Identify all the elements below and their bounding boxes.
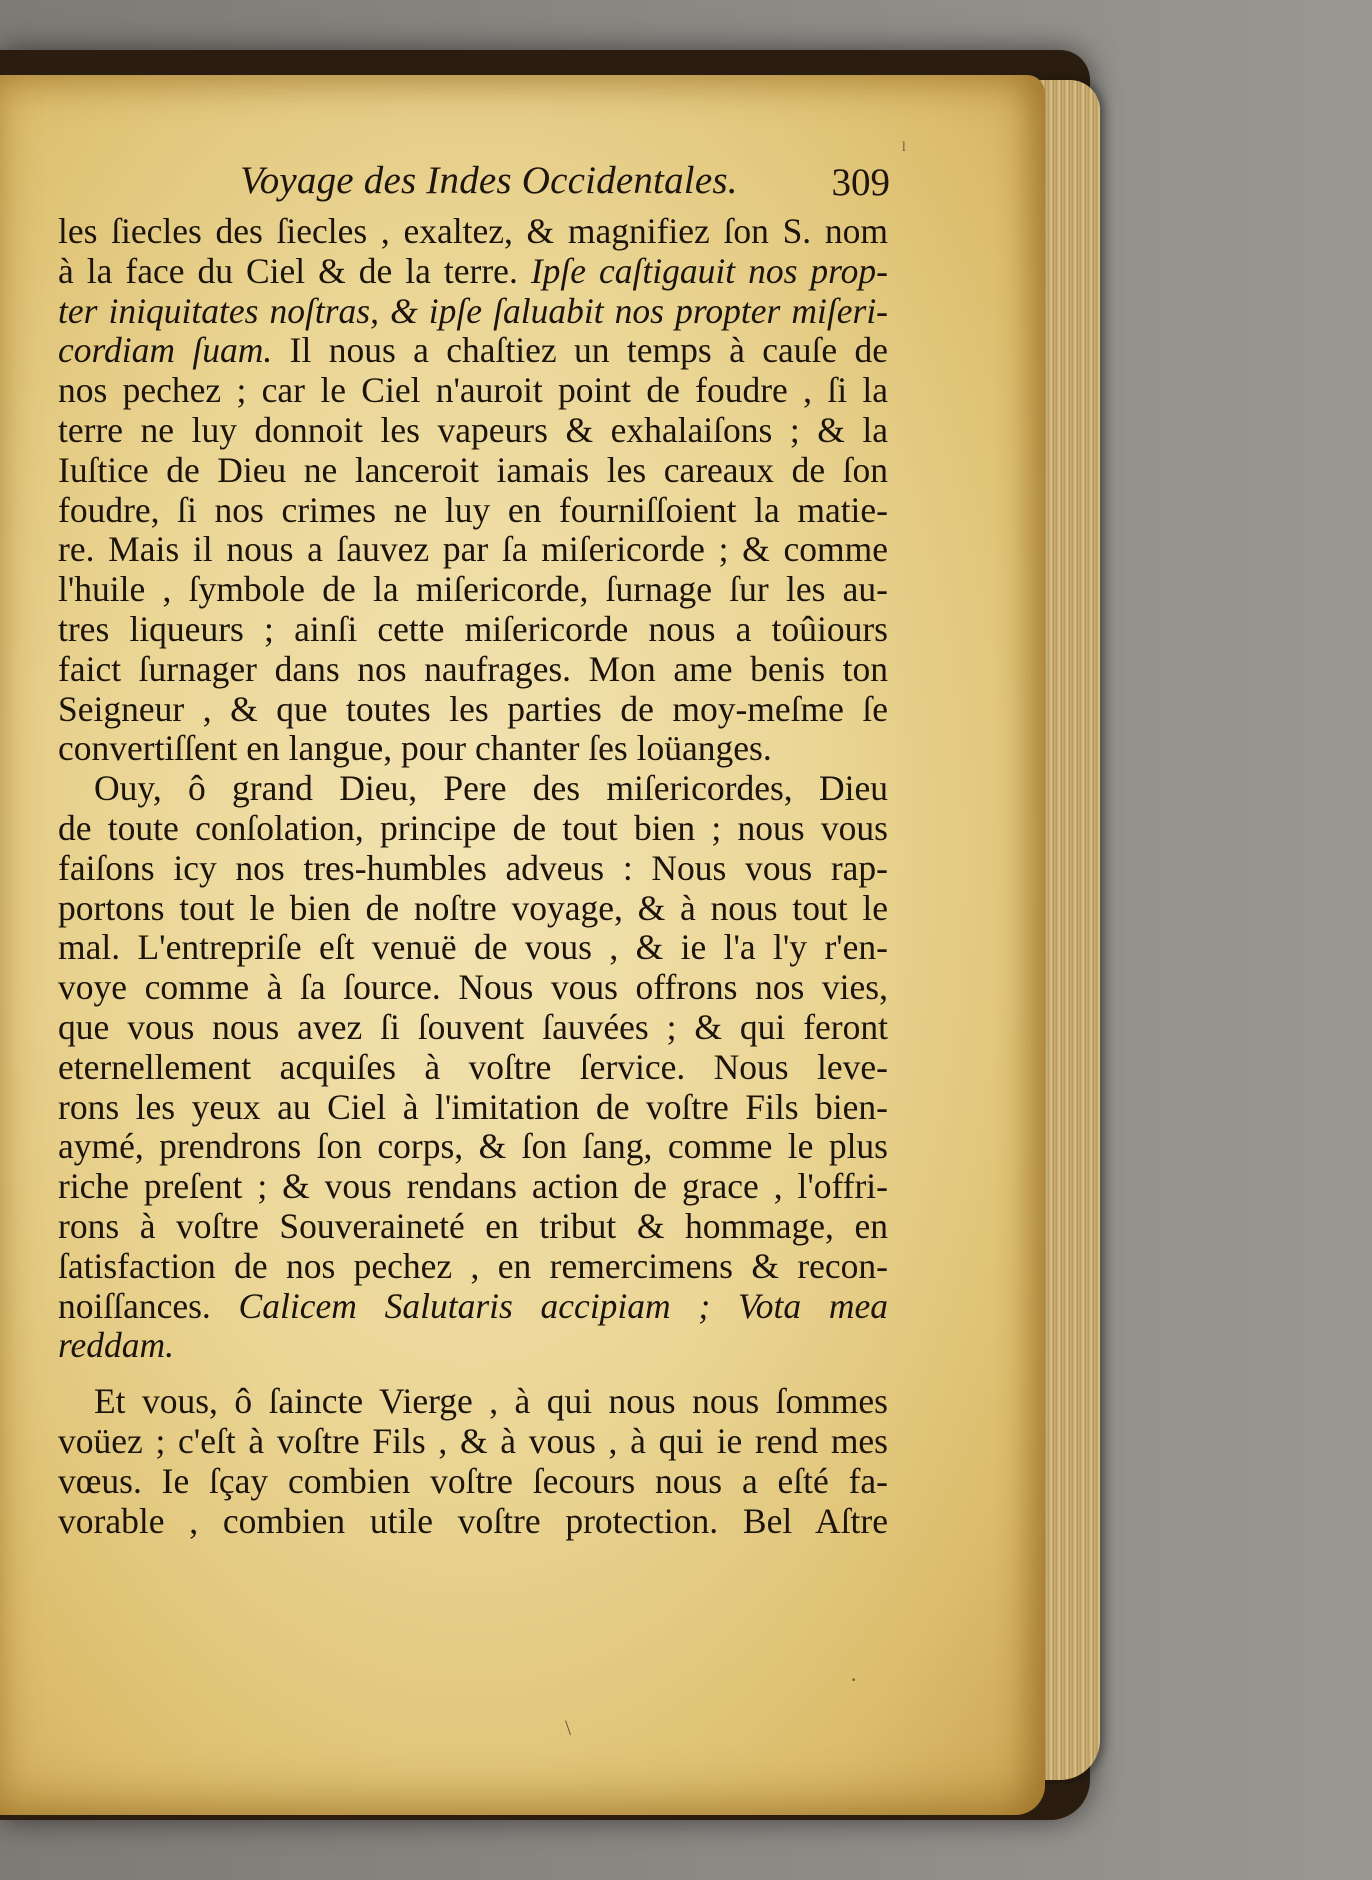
text-line [58,1422,888,1462]
text-segment: l'huile , ſymbole de la miſericorde, ſurnage ſur les au- [58,569,888,610]
text-segment: Il nous a chaſtiez un temps à cauſe de [272,330,888,371]
text-segment: voüez ; c'eſt à voſtre Fils , & à vous , à qui ie rend mes [58,1420,888,1461]
text-segment: rons à voſtre Souveraineté en tribut & hommage, en [58,1205,888,1246]
text-line [58,1247,888,1287]
text-segment: Et vous, ô ſaincte Vierge , à qui nous nous ſommes [94,1381,888,1422]
text-line [58,451,888,491]
text-segment: faict ſurnager dans nos naufrages. Mon ame benis ton [58,648,888,689]
text-segment: faiſons icy nos tres-humbles adveus : Nous vous rap- [58,847,888,888]
text-line [58,889,888,929]
text-line [58,928,888,968]
text-segment: terre ne luy donnoit les vapeurs & exhalaiſons ; & la [58,409,888,450]
text-segment: ſatisfaction de nos pechez , en remercimens & recon- [58,1245,888,1286]
latin-quotation: Calicem Salutaris accipiam ; Vota mea [238,1285,888,1326]
text-line [58,491,888,531]
text-line [58,212,888,252]
text-segment: Seigneur , & que toutes les parties de moy-meſme ſe [58,688,888,729]
text-line [58,331,888,371]
text-line [58,650,888,690]
latin-quotation: Ipſe caſtigauit nos prop- [530,250,888,291]
text-segment: portons tout le bien de noſtre voyage, & à nous tout le [58,887,888,928]
text-line [58,849,888,889]
running-title: Voyage des Indes Occidentales. [240,159,738,202]
text-segment: mal. L'entrepriſe eſt venuë de vous , & ie l'a l'y r'en- [58,927,888,968]
text-segment: Iuſtice de Dieu ne lanceroit iamais les careaux de ſon [58,449,888,490]
text-segment: nos pechez ; car le Ciel n'auroit point de foudre , ſi la [58,370,888,411]
text-segment: tres liqueurs ; ainſi cette miſericorde nous a toûiours [58,608,888,649]
text-segment: noiſſances. [58,1285,239,1326]
paragraph-gap [58,1366,888,1382]
text-line [58,968,888,1008]
text-line [58,411,888,451]
text-line [58,809,888,849]
text-line [58,292,888,332]
text-line [58,1326,888,1366]
text-line [58,1167,888,1207]
text-line [58,610,888,650]
text-line [58,1048,888,1088]
text-segment: que vous nous avez ſi ſouvent ſauvées ; & qui feront [58,1006,888,1047]
body-text [58,212,888,1541]
text-segment: re. Mais il nous a ſauvez par ſa miſericorde ; & comme [58,529,888,570]
text-line [58,570,888,610]
text-segment: foudre, ſi nos crimes ne luy en fourniſſoient la matie- [58,489,888,530]
text-line [58,371,888,411]
text-line [58,1127,888,1167]
text-segment: rons les yeux au Ciel à l'imitation de voſtre Fils bien- [58,1086,888,1127]
text-line [58,690,888,730]
text-line [58,1382,888,1422]
text-segment: aymé, prendrons ſon corps, & ſon ſang, comme le plus [58,1126,888,1167]
text-segment: vœus. Ie ſçay combien voſtre ſecours nous a eſté fa- [58,1460,888,1501]
text-segment: eternellement acquiſes à voſtre ſervice. Nous leve- [58,1046,888,1087]
text-segment: à la face du Ciel & de la terre. [58,250,531,291]
text-line [58,1088,888,1128]
text-line [58,1462,888,1502]
text-segment: de toute conſolation, principe de tout bien ; nous vous [58,807,888,848]
text-line [58,769,888,809]
latin-quotation: ter iniquitates noſtras, & ipſe ſaluabit nos propter miſeri- [58,290,888,331]
page-number: 309 [831,161,890,204]
text-segment: Ouy, ô grand Dieu, Pere des miſericordes, Dieu [94,768,888,809]
text-segment: vorable , combien utile voſtre protection. Bel Aſtre [58,1500,888,1541]
text-segment: voye comme à ſa ſource. Nous vous offrons nos vies, [58,967,888,1008]
ink-speck: · [850,1667,858,1692]
text-segment: convertiſſent en langue, pour chanter ſes loüanges. [58,728,772,769]
text-line [58,729,888,769]
text-line [58,1008,888,1048]
text-line [58,252,888,292]
text-line [58,1287,888,1327]
text-segment: les ſiecles des ſiecles , exaltez, & magnifiez ſon S. nom [58,211,888,251]
text-line [58,1502,888,1542]
ink-speck: \ [565,1715,572,1740]
latin-quotation: cordiam ſuam. [58,330,273,371]
latin-quotation: reddam. [58,1325,175,1366]
text-segment: riche preſent ; & vous rendans action de grace , l'offri- [58,1166,888,1207]
text-line [58,530,888,570]
text-line [58,1207,888,1247]
ink-speck: ˡ [902,137,906,162]
running-head [240,158,920,218]
